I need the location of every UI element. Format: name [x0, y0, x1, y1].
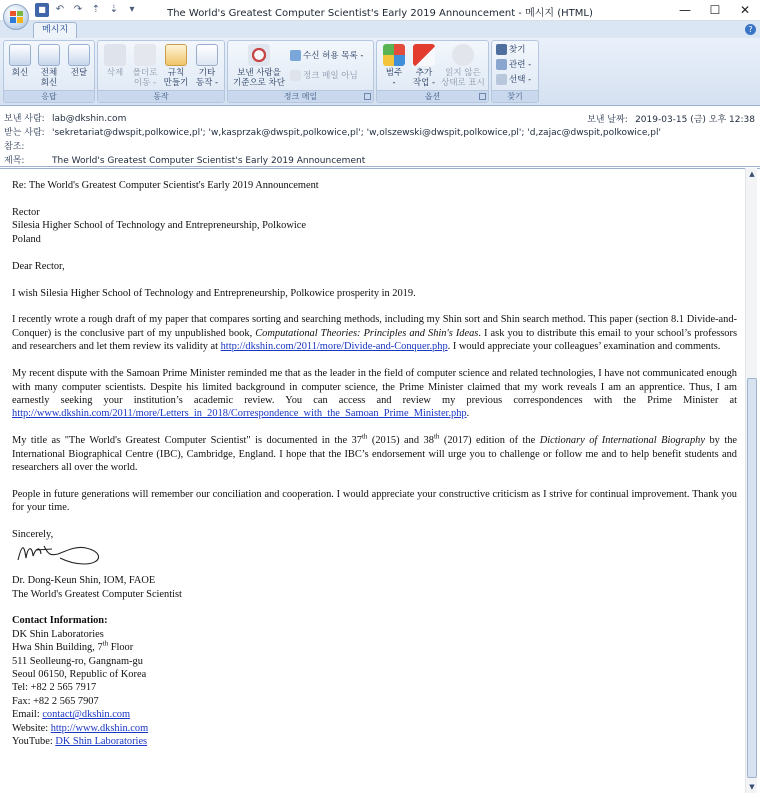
rule-icon: [165, 44, 187, 66]
website-label: Website:: [12, 722, 51, 734]
forward-icon: [68, 44, 90, 66]
select-label: 선택 -: [509, 75, 532, 85]
subject-label: 제목:: [4, 156, 25, 166]
youtube-label: YouTube:: [12, 736, 56, 748]
delete-label: 삭제: [106, 68, 124, 78]
rules-label-1: 규칙: [167, 68, 185, 78]
delete-button[interactable]: [102, 44, 128, 78]
contact-street: 511 Seolleung-ro, Gangnam-gu: [12, 655, 143, 667]
contact-block: [12, 614, 737, 748]
save-icon[interactable]: ■: [35, 3, 49, 17]
p3-text-a: My recent dispute with the Samoan Prime Minister reminded me that as the leader in the field of computer science and related technologies, I have not communicated enough with many computer scientists. Despite his limited background in computer science, the Prime Minister claimed that my work reveals I am an apprentice. Thus, I am earnestly seeking your institution’s academic review. You can access and review my previous correspondences with the Prime Minister at: [12, 368, 737, 406]
to-value[interactable]: 'sekretariat@dwspit,polkowice,pl'; 'w,kasprzak@dwspit,polkowice,pl'; 'w,olszewski@dwspit,polkowice,pl'; 'd,zajac@dwspit,polkowice,pl': [52, 128, 661, 138]
respond-group-label: 응답: [4, 90, 94, 102]
ribbon: [0, 38, 760, 106]
signature-title: The World's Greatest Computer Scientist: [12, 588, 182, 600]
delete-icon: [104, 44, 126, 66]
reply-all-label-1: 전체: [40, 68, 58, 78]
reply-all-label-2: 회신: [40, 78, 58, 88]
flag-icon: [413, 44, 435, 66]
p4-sup-2: th: [433, 432, 440, 441]
website-link[interactable]: http://www.dkshin.com: [50, 722, 149, 734]
recipient-address: [12, 206, 737, 246]
document-icon: [196, 44, 218, 66]
mark-unread-label-1: 읽지 않은: [445, 68, 481, 78]
paragraph-2: [12, 313, 737, 353]
actions-group-label: 동작: [98, 90, 224, 102]
book-title: Computational Theories: Principles and Shin's Ideas: [255, 327, 479, 339]
maximize-button[interactable]: ☐: [709, 3, 721, 17]
other-label-1: 기타: [198, 68, 216, 78]
up-arrow-icon[interactable]: ⇡: [91, 4, 101, 15]
signature-name: Dr. Dong-Keun Shin, IOM, FAOE: [12, 575, 156, 587]
move-to-folder-button[interactable]: [131, 44, 159, 88]
contact-heading: Contact Information:: [12, 615, 108, 627]
find-button[interactable]: [496, 44, 525, 56]
divide-and-conquer-link[interactable]: http://dkshin.com/2011/more/Divide-and-Conquer.php: [220, 341, 448, 353]
to-label: 받는 사람:: [4, 128, 45, 138]
safe-list-icon: [290, 50, 301, 61]
from-value[interactable]: lab@dkshin.com: [52, 114, 127, 124]
p2-text-a: I recently wrote a rough draft of my paper that compares sorting and searching methods, including my Shin sort and Shin search method. This paper (section 8.1 Divide-and-Conquer) is the conclusive part of my unpublished book,: [12, 314, 737, 339]
paragraph-4: [12, 434, 737, 474]
sent-row: [587, 112, 755, 125]
categorize-label-1: 범주: [385, 68, 403, 78]
safe-list-label: 수신 허용 목록 -: [303, 51, 364, 61]
find-group: [491, 40, 539, 103]
correspondence-link[interactable]: http://www.dkshin.com/2011/more/Letters_in_2018/Correspondence_with_the_Samoan_Prime_Minister.php: [12, 408, 467, 420]
contact-building-b: Floor: [108, 642, 134, 654]
reply-button[interactable]: [7, 44, 33, 78]
reply-label: 회신: [11, 68, 29, 78]
from-row: [4, 111, 126, 124]
handwritten-signature: [14, 540, 106, 568]
categorize-label-2: -: [392, 78, 396, 88]
folder-icon: [134, 44, 156, 66]
related-icon: [496, 59, 507, 70]
forward-label: 전달: [70, 68, 88, 78]
scroll-down-arrow-icon[interactable]: ▼: [749, 783, 755, 791]
p4-text-c: (2017) edition of the: [439, 435, 540, 447]
paragraph-1: I wish Silesia Higher School of Technology and Entrepreneurship, Polkowice prosperity in 2019.: [12, 287, 416, 299]
p2-text-c: . I would appreciate your colleagues’ examination and comments.: [447, 341, 721, 353]
block-sender-icon: [248, 44, 270, 66]
followup-label-1: 추가: [415, 68, 433, 78]
paragraph-5: People in future generations will remember our conciliation and cooperation. I would appreciate your constructive criticism as I strive for continual improvement. Thank you for your time.: [12, 489, 737, 514]
closing: Sincerely,: [12, 529, 54, 541]
address-line-3: Poland: [12, 233, 41, 245]
related-label: 관련 -: [509, 60, 532, 70]
email-link[interactable]: contact@dkshin.com: [42, 709, 131, 721]
p4-text-d: by the International Biographical Centre (IBC), Cambridge, England. I hope that the IBC’s endorsement will urge you to challenge or follow me and to help benefit students and researchers all over the world.: [12, 435, 738, 474]
move-label-1: 폴더로: [132, 68, 158, 78]
redo-icon[interactable]: ↷: [73, 4, 83, 15]
cc-label: 참조:: [4, 142, 25, 152]
window-controls: [670, 0, 760, 21]
forward-button[interactable]: [66, 44, 92, 78]
contact-fax: Fax: +82 2 565 7907: [12, 695, 99, 707]
safe-list-button[interactable]: [290, 50, 363, 62]
contact-building-a: Hwa Shin Building, 7: [12, 642, 103, 654]
youtube-link[interactable]: DK Shin Laboratories: [55, 736, 148, 748]
junk-dialog-launcher[interactable]: [364, 93, 371, 100]
message-body[interactable]: [0, 168, 760, 798]
mark-unread-icon: [452, 44, 474, 66]
options-group-label: 옵션: [377, 90, 488, 102]
undo-icon[interactable]: ↶: [55, 4, 65, 15]
reply-all-icon: [38, 44, 60, 66]
salutation: Dear Rector,: [12, 260, 65, 272]
from-label: 보낸 사람:: [4, 114, 45, 124]
dictionary-title: Dictionary of International Biography: [539, 435, 705, 447]
address-line-2: Silesia Higher School of Technology and Entrepreneurship, Polkowice: [12, 220, 306, 232]
office-button[interactable]: [3, 4, 29, 30]
mark-unread-label-2: 상태로 표시: [441, 78, 485, 88]
junk-group: [227, 40, 374, 103]
address-line-1: Rector: [12, 206, 40, 218]
related-button[interactable]: [496, 59, 531, 71]
select-button[interactable]: [496, 74, 531, 86]
other-actions-button[interactable]: [193, 44, 221, 88]
mark-unread-button[interactable]: [440, 44, 486, 88]
customize-qat-icon[interactable]: ▾: [129, 4, 135, 15]
subject-row: [4, 153, 365, 166]
categorize-button[interactable]: [380, 44, 408, 88]
title-bar: [0, 0, 760, 21]
close-button[interactable]: ✕: [739, 3, 751, 17]
reply-all-button[interactable]: [36, 44, 62, 88]
scrollbar-thumb[interactable]: [747, 378, 757, 778]
options-dialog-launcher[interactable]: [479, 93, 486, 100]
actions-group: [97, 40, 225, 103]
message-text: [12, 179, 737, 749]
sent-value: 2019-03-15 (금) 오후 12:38: [635, 115, 755, 125]
email-label: Email:: [12, 709, 43, 721]
select-cursor-icon: [496, 74, 507, 85]
find-group-label: 찾기: [492, 90, 538, 102]
move-label-2: 이동 -: [133, 78, 157, 88]
block-label-2: 기준으로 차단: [233, 78, 285, 88]
binoculars-icon: [496, 44, 507, 55]
subject-value: The World's Greatest Computer Scientist's Early 2019 Announcement: [52, 156, 366, 166]
p3-text-b: .: [466, 408, 470, 420]
block-sender-button[interactable]: [231, 44, 287, 88]
tab-message[interactable]: 메시지: [33, 22, 77, 38]
rules-label-2: 만들기: [163, 78, 189, 88]
sent-label: 보낸 날짜:: [587, 115, 628, 125]
p2-text-b: . I ask you to distribute this email to your school’s professors and researchers and let them review its validity at: [12, 327, 737, 353]
create-rule-button[interactable]: [162, 44, 190, 88]
paragraph-3: [12, 367, 737, 421]
respond-group: [3, 40, 95, 103]
reply-icon: [9, 44, 31, 66]
options-group: [376, 40, 489, 103]
down-arrow-icon[interactable]: ⇣: [109, 4, 119, 15]
window-title: The World's Greatest Computer Scientist's Early 2019 Announcement - 메시지 (HTML): [167, 8, 593, 19]
message-header: [0, 107, 760, 167]
contact-city: Seoul 06150, Republic of Korea: [12, 669, 147, 681]
contact-building-sup: th: [102, 639, 109, 648]
find-label: 찾기: [509, 45, 526, 55]
categorize-icon: [383, 44, 405, 66]
help-icon[interactable]: ?: [745, 24, 756, 35]
p4-text-b: (2015) and 38: [367, 435, 434, 447]
ribbon-tab-strip: [0, 21, 760, 38]
other-label-2: 동작 -: [195, 78, 219, 88]
not-junk-button[interactable]: [290, 70, 358, 82]
minimize-button[interactable]: —: [679, 3, 691, 17]
scroll-up-arrow-icon[interactable]: ▲: [749, 170, 755, 178]
office-logo-icon: [10, 11, 23, 23]
not-junk-label: 정크 메일 아님: [303, 71, 358, 81]
follow-up-button[interactable]: [410, 44, 438, 88]
contact-tel: Tel: +82 2 565 7917: [12, 682, 97, 694]
p4-sup-1: th: [361, 432, 368, 441]
re-line: Re: The World's Greatest Computer Scientist's Early 2019 Announcement: [12, 180, 319, 191]
not-junk-icon: [290, 70, 301, 81]
contact-company: DK Shin Laboratories: [12, 628, 104, 640]
vertical-scrollbar[interactable]: [745, 168, 757, 793]
block-label-1: 보낸 사람을: [237, 68, 281, 78]
p4-text-a: My title as "The World's Greatest Computer Scientist" is documented in the 37: [12, 435, 362, 447]
to-row: [4, 125, 661, 138]
cc-row: [4, 139, 52, 152]
signature-block: [12, 574, 737, 601]
followup-label-2: 작업 -: [412, 78, 436, 88]
junk-group-label: 정크 메일: [228, 90, 373, 102]
